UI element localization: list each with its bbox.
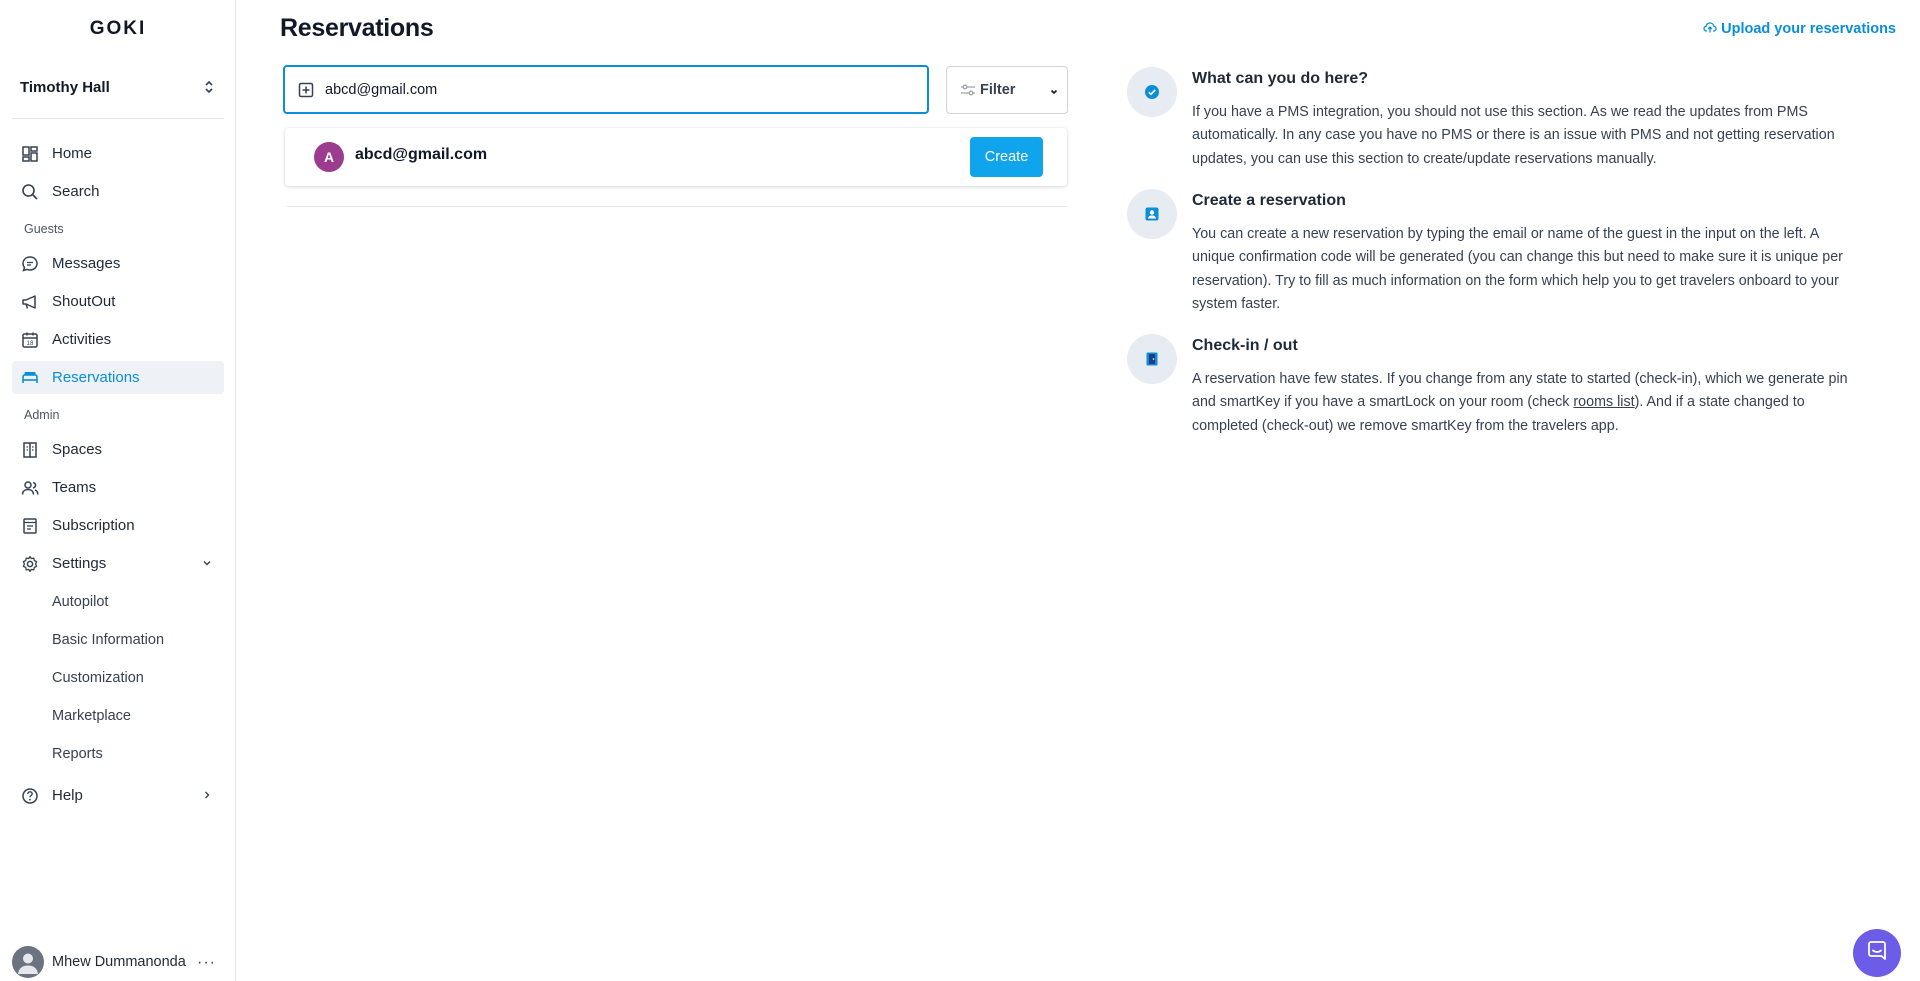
sidebar-item-label: Help — [52, 787, 83, 804]
check-badge-icon — [1127, 67, 1177, 117]
sidebar-divider — [12, 118, 224, 119]
info-title: Create a reservation — [1192, 192, 1346, 209]
sidebar-item-messages[interactable] — [12, 247, 224, 280]
building-icon — [20, 440, 40, 460]
sidebar-item-label: ShoutOut — [52, 293, 116, 310]
sidebar-item-search[interactable] — [12, 175, 224, 208]
chevron-up-down-icon — [202, 78, 216, 96]
settings-sub-autopilot[interactable]: Autopilot — [52, 594, 109, 610]
workspace-name: Timothy Hall — [20, 78, 110, 96]
workspace-switcher[interactable] — [12, 72, 224, 102]
calendar-icon — [20, 330, 40, 350]
sidebar-item-subscription[interactable] — [12, 509, 224, 542]
info-title: Check-in / out — [1192, 337, 1298, 354]
messages-icon — [20, 254, 40, 274]
bed-icon — [20, 368, 40, 388]
cloud-upload-icon — [1703, 20, 1717, 38]
home-icon — [20, 144, 40, 164]
sidebar-item-label: Messages — [52, 255, 121, 272]
users-icon — [20, 478, 40, 498]
filter-label: Filter — [980, 82, 1016, 98]
more-options-icon[interactable]: ··· — [197, 954, 216, 971]
sidebar-item-home[interactable] — [12, 137, 224, 170]
user-lock-icon — [1127, 189, 1177, 239]
megaphone-icon — [20, 292, 40, 312]
settings-sub-basic-information[interactable]: Basic Information — [52, 632, 165, 648]
guest-email: abcd@gmail.com — [355, 146, 488, 163]
sliders-icon — [960, 82, 976, 98]
chevron-right-icon — [200, 787, 214, 803]
user-profile[interactable] — [12, 946, 224, 978]
sidebar-item-label: Reservations — [52, 369, 140, 386]
avatar — [12, 946, 44, 978]
info-text — [1192, 368, 1852, 438]
sidebar-item-label: Search — [52, 183, 100, 200]
sidebar — [0, 0, 236, 981]
create-reservation-button[interactable]: Create — [970, 137, 1043, 177]
group-label-admin: Admin — [24, 408, 60, 422]
settings-sub-reports[interactable]: Reports — [52, 746, 103, 762]
sidebar-item-label: Teams — [52, 479, 97, 496]
receipt-icon — [20, 516, 40, 536]
sidebar-item-spaces[interactable] — [12, 433, 224, 466]
svg-text:18: 18 — [26, 340, 34, 347]
group-label-guests: Guests — [24, 222, 64, 236]
sidebar-item-label: Home — [52, 145, 93, 162]
info-title: What can you do here? — [1192, 70, 1369, 87]
rooms-list-link[interactable]: rooms list — [1573, 394, 1635, 411]
filter-button[interactable] — [946, 66, 1068, 114]
gear-icon — [20, 554, 40, 574]
help-circle-icon — [20, 786, 40, 806]
sidebar-item-label: Spaces — [52, 441, 103, 458]
chevron-down-icon — [1049, 85, 1059, 101]
chat-icon — [1865, 939, 1889, 968]
sidebar-item-reservations[interactable] — [12, 361, 224, 394]
guest-search-box[interactable] — [283, 65, 929, 114]
settings-sub-customization[interactable]: Customization — [52, 670, 144, 686]
info-text: You can create a new reservation by typing the email or name of the guest in the input on the left. A unique confirmation code will be generated (you can change this but need to make sure it is unique per reservation). Try to fill as much information on the form which help you to get travelers onboard to your system faster. — [1192, 226, 1843, 312]
user-name: Mhew Dummanonda — [52, 954, 186, 970]
guest-suggestion-row[interactable] — [285, 128, 1067, 186]
info-text: If you have a PMS integration, you should not use this section. As we read the updates from PMS automatically. In any case you have no PMS or there is an issue with PMS and not getting reservation updates, you can use this section to create/update reservations manually. — [1192, 104, 1835, 167]
sidebar-item-activities[interactable] — [12, 323, 224, 356]
sidebar-item-label: Subscription — [52, 517, 135, 534]
sidebar-item-label: Activities — [52, 331, 112, 348]
app-logo: GOKI — [89, 18, 147, 39]
sidebar-item-shoutout[interactable] — [12, 285, 224, 318]
sidebar-item-teams[interactable] — [12, 471, 224, 504]
info-text-after: ). And if a state changed to completed (check-out) we remove smartKey from the travelers app. — [1192, 394, 1805, 434]
chevron-down-icon — [200, 555, 214, 571]
upload-link-label: Upload your reservations — [1721, 21, 1896, 37]
sidebar-item-label: Settings — [52, 555, 107, 572]
search-icon — [20, 182, 40, 202]
guest-search-input[interactable] — [325, 82, 885, 98]
settings-sub-marketplace[interactable]: Marketplace — [52, 708, 131, 724]
upload-reservations-link[interactable] — [1703, 20, 1896, 38]
guest-avatar: A — [314, 142, 344, 172]
page-title: Reservations — [280, 14, 434, 42]
results-divider — [287, 206, 1067, 207]
sidebar-item-help[interactable] — [12, 779, 224, 812]
chat-launcher-button[interactable] — [1853, 929, 1901, 977]
sidebar-item-settings[interactable] — [12, 547, 224, 580]
info-text-before: A reservation have few states. If you change from any state to started (check-in), which we generate pin and smartKey if you have a smartLock on your room (check — [1192, 371, 1848, 411]
plus-square-icon — [297, 81, 315, 99]
door-icon — [1127, 334, 1177, 384]
